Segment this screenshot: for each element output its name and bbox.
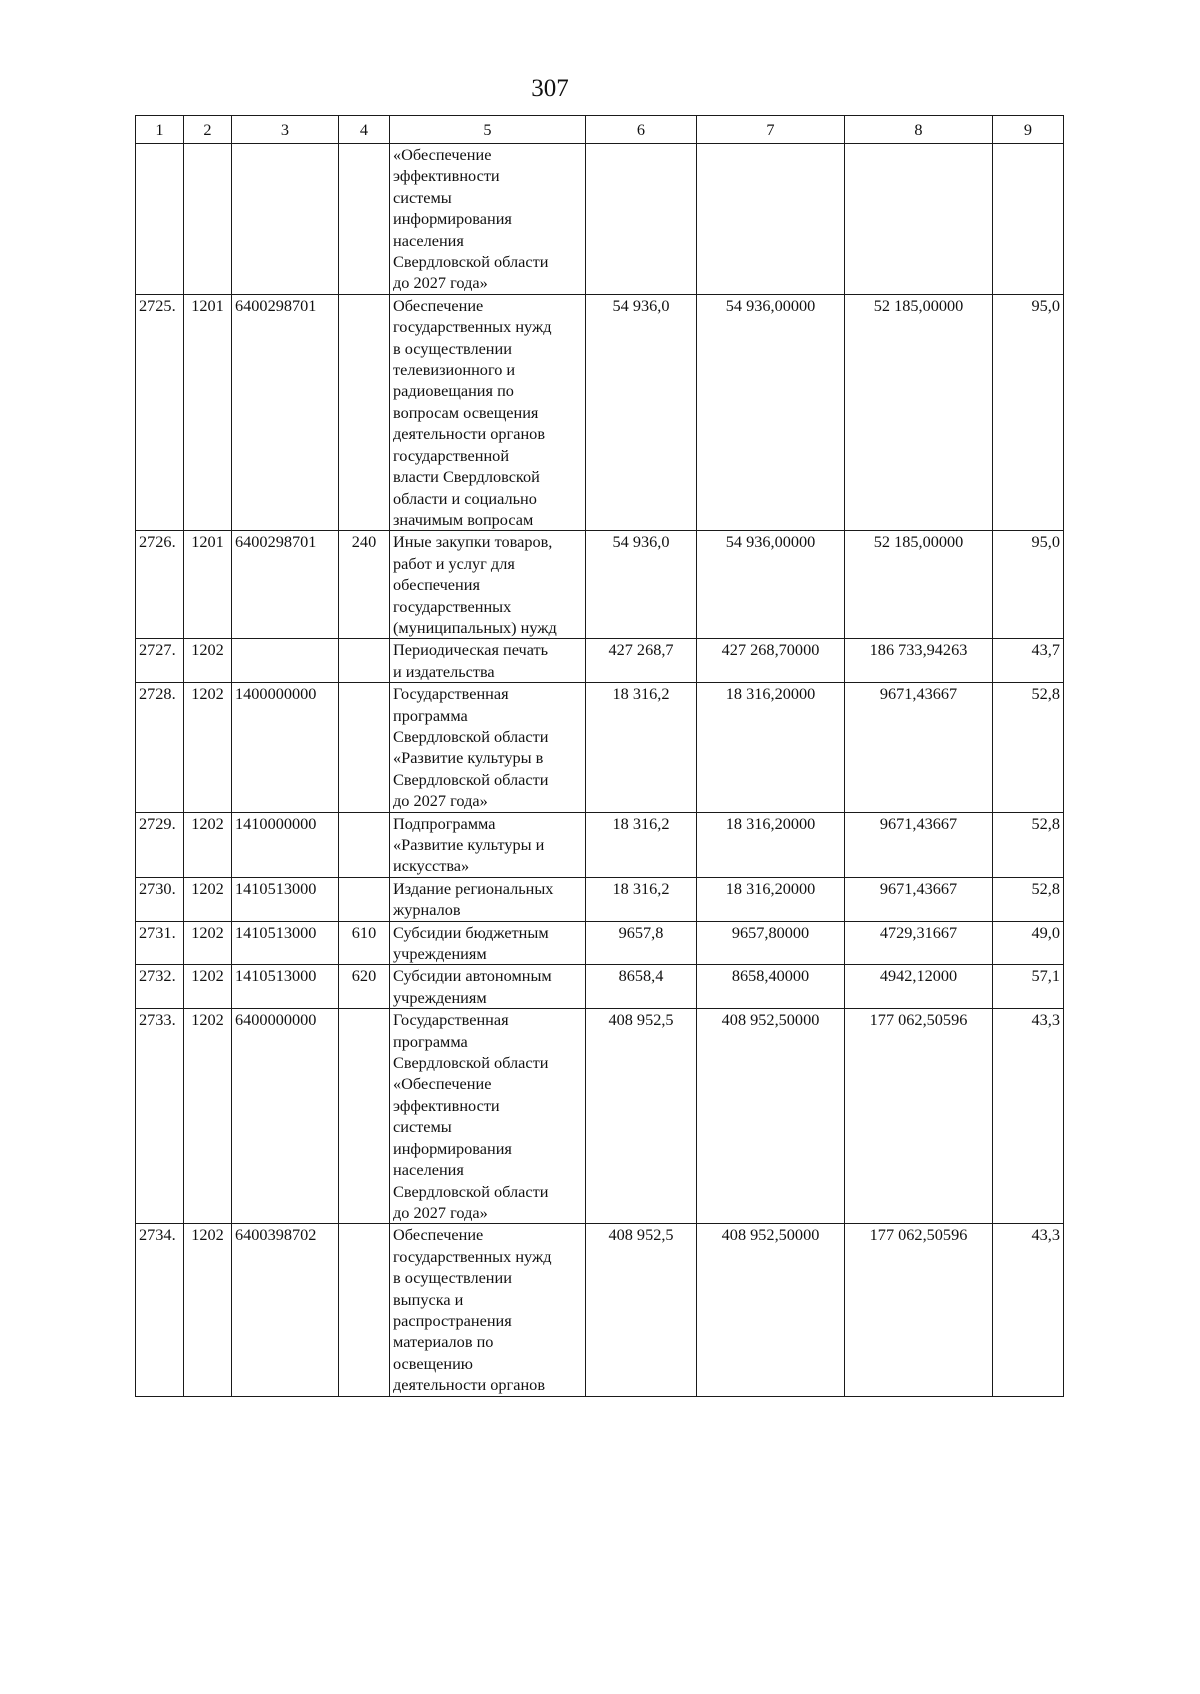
target-article-code-cell: 1410513000 [232,965,339,1009]
item-name-cell [390,812,586,877]
item-name-line: деятельности органов [393,1375,546,1395]
column-8-value-cell: 52 185,00000 [845,294,993,530]
item-name-line: в осуществлении [393,1268,512,1288]
target-article-code-cell: 6400398702 [232,1224,339,1396]
column-6-value-cell: 9657,8 [586,921,697,965]
item-name-line: «Обеспечение [393,145,492,164]
item-name-line: работ и услуг для [393,553,515,573]
column-9-percent-cell: 43,3 [993,1009,1064,1224]
table-row [136,921,1064,965]
column-8-value-cell: 177 062,50596 [845,1009,993,1224]
row-number-cell: 2733. [136,1009,184,1224]
column-9-percent-cell: 49,0 [993,921,1064,965]
row-number-cell: 2730. [136,877,184,921]
item-name-line: Периодическая печать [393,640,549,660]
item-name-cell [390,683,586,812]
column-7-value-cell: 18 316,20000 [697,812,845,877]
target-article-code-cell: 6400298701 [232,294,339,530]
item-name-line: радиовещания по [393,381,514,401]
target-article-code-cell [232,144,339,295]
column-8-value-cell [845,144,993,295]
item-name-line: государственной [393,445,510,465]
item-name-line: материалов по [393,1332,494,1352]
table-row [136,294,1064,530]
column-6-value-cell [586,144,697,295]
section-code-cell: 1201 [184,531,232,639]
section-code-cell: 1202 [184,921,232,965]
item-name-line: эффективности [393,1095,500,1115]
column-header-5: 5 [390,116,586,144]
item-name-cell [390,639,586,683]
page-number: 307 [531,75,569,102]
item-name-line: Субсидии автономным [393,966,552,986]
column-6-value-cell: 18 316,2 [586,877,697,921]
column-6-value-cell: 18 316,2 [586,683,697,812]
table-row [136,683,1064,812]
target-article-code-cell: 1410513000 [232,921,339,965]
table-row [136,1224,1064,1396]
item-name-line: Иные закупки товаров, [393,532,553,552]
table-row [136,812,1064,877]
section-code-cell: 1202 [184,639,232,683]
item-name-line: эффективности [393,166,500,186]
table-row [136,144,1064,295]
expense-type-cell [339,144,390,295]
item-name-cell [390,531,586,639]
column-header-6: 6 [586,116,697,144]
item-name-line: Субсидии бюджетным [393,922,549,942]
item-name-line: до 2027 года» [393,1202,488,1222]
item-name-line: Свердловской области [393,252,549,272]
column-9-percent-cell: 95,0 [993,294,1064,530]
item-name-line: деятельности органов [393,424,546,444]
column-header-7: 7 [697,116,845,144]
target-article-code-cell: 6400000000 [232,1009,339,1224]
item-name-cell [390,294,586,530]
row-number-cell: 2731. [136,921,184,965]
item-name-line: государственных нужд [393,317,552,337]
item-name-line: программа [393,1031,468,1051]
target-article-code-cell: 1400000000 [232,683,339,812]
column-6-value-cell: 408 952,5 [586,1009,697,1224]
column-6-value-cell: 18 316,2 [586,812,697,877]
section-code-cell: 1202 [184,1009,232,1224]
item-name-cell [390,877,586,921]
section-code-cell: 1202 [184,1224,232,1396]
column-header-2: 2 [184,116,232,144]
item-name-line: государственных нужд [393,1246,552,1266]
column-header-1: 1 [136,116,184,144]
budget-table [135,115,1064,1397]
item-name-line: значимым вопросам [393,509,534,529]
column-8-value-cell: 9671,43667 [845,683,993,812]
target-article-code-cell: 6400298701 [232,531,339,639]
section-code-cell: 1202 [184,877,232,921]
column-header-4: 4 [339,116,390,144]
item-name-line: обеспечения [393,575,480,595]
section-code-cell: 1202 [184,965,232,1009]
item-name-cell [390,921,586,965]
item-name-line: информирования [393,1138,512,1158]
item-name-line: системы [393,187,452,207]
section-code-cell: 1202 [184,812,232,877]
table-row [136,1009,1064,1224]
row-number-cell: 2725. [136,294,184,530]
column-7-value-cell: 9657,80000 [697,921,845,965]
expense-type-cell [339,1009,390,1224]
expense-type-cell: 240 [339,531,390,639]
column-8-value-cell: 9671,43667 [845,812,993,877]
column-6-value-cell: 54 936,0 [586,531,697,639]
expense-type-cell [339,877,390,921]
column-7-value-cell: 8658,40000 [697,965,845,1009]
expense-type-cell: 610 [339,921,390,965]
target-article-code-cell [232,639,339,683]
item-name-line: Подпрограмма [393,813,496,833]
column-9-percent-cell [993,144,1064,295]
row-number-cell: 2734. [136,1224,184,1396]
row-number-cell: 2728. [136,683,184,812]
item-name-line: «Обеспечение [393,1074,492,1094]
section-code-cell: 1202 [184,683,232,812]
item-name-line: освещению [393,1353,473,1373]
header-row [136,116,1064,144]
target-article-code-cell: 1410000000 [232,812,339,877]
column-6-value-cell: 54 936,0 [586,294,697,530]
column-8-value-cell: 4942,12000 [845,965,993,1009]
item-name-cell [390,1224,586,1396]
column-9-percent-cell: 43,7 [993,639,1064,683]
table-row [136,639,1064,683]
table-row [136,877,1064,921]
item-name-line: учреждениям [393,944,487,964]
row-number-cell: 2732. [136,965,184,1009]
row-number-cell: 2727. [136,639,184,683]
column-header-3: 3 [232,116,339,144]
item-name-line: распространения [393,1310,512,1330]
item-name-line: системы [393,1117,452,1137]
column-header-8: 8 [845,116,993,144]
target-article-code-cell: 1410513000 [232,877,339,921]
column-9-percent-cell: 43,3 [993,1224,1064,1396]
item-name-line: программа [393,705,468,725]
item-name-cell [390,144,586,295]
item-name-line: «Развитие культуры в [393,748,544,768]
column-7-value-cell: 408 952,50000 [697,1009,845,1224]
item-name-line: искусства» [393,856,470,876]
item-name-line: до 2027 года» [393,273,488,293]
item-name-line: Обеспечение [393,295,484,315]
column-9-percent-cell: 95,0 [993,531,1064,639]
item-name-line: телевизионного и [393,360,516,380]
table-body [136,144,1064,1397]
column-7-value-cell: 54 936,00000 [697,531,845,639]
item-name-line: Свердловской области [393,1181,549,1201]
expense-type-cell: 620 [339,965,390,1009]
item-name-line: и издательства [393,661,495,681]
column-7-value-cell: 18 316,20000 [697,683,845,812]
column-8-value-cell: 4729,31667 [845,921,993,965]
expense-type-cell [339,1224,390,1396]
item-name-line: Свердловской области [393,1053,549,1073]
item-name-line: (муниципальных) нужд [393,617,557,637]
item-name-line: учреждениям [393,987,487,1007]
column-6-value-cell: 408 952,5 [586,1224,697,1396]
item-name-line: населения [393,230,464,250]
row-number-cell: 2729. [136,812,184,877]
column-9-percent-cell: 52,8 [993,812,1064,877]
column-9-percent-cell: 57,1 [993,965,1064,1009]
item-name-line: Свердловской области [393,769,549,789]
column-7-value-cell: 18 316,20000 [697,877,845,921]
item-name-line: Обеспечение [393,1225,484,1245]
item-name-line: до 2027 года» [393,791,488,811]
column-7-value-cell [697,144,845,295]
column-header-9: 9 [993,116,1064,144]
section-code-cell [184,144,232,295]
item-name-cell [390,965,586,1009]
item-name-line: Государственная [393,1010,509,1030]
row-number-cell: 2726. [136,531,184,639]
column-8-value-cell: 9671,43667 [845,877,993,921]
item-name-line: населения [393,1160,464,1180]
column-7-value-cell: 408 952,50000 [697,1224,845,1396]
item-name-line: Свердловской области [393,726,549,746]
expense-type-cell [339,812,390,877]
item-name-line: государственных [393,596,512,616]
table-row [136,531,1064,639]
item-name-line: выпуска и [393,1289,464,1309]
item-name-line: власти Свердловской [393,467,540,487]
item-name-cell [390,1009,586,1224]
row-number-cell [136,144,184,295]
item-name-line: области и социально [393,488,537,508]
item-name-line: Издание региональных [393,878,554,898]
item-name-line: в осуществлении [393,338,512,358]
item-name-line: Государственная [393,684,509,704]
item-name-line: информирования [393,209,512,229]
column-8-value-cell: 52 185,00000 [845,531,993,639]
column-8-value-cell: 177 062,50596 [845,1224,993,1396]
column-7-value-cell: 54 936,00000 [697,294,845,530]
table-row [136,965,1064,1009]
column-6-value-cell: 427 268,7 [586,639,697,683]
column-8-value-cell: 186 733,94263 [845,639,993,683]
column-9-percent-cell: 52,8 [993,877,1064,921]
item-name-line: журналов [393,900,461,920]
column-7-value-cell: 427 268,70000 [697,639,845,683]
item-name-line: «Развитие культуры и [393,835,545,854]
column-9-percent-cell: 52,8 [993,683,1064,812]
expense-type-cell [339,294,390,530]
expense-type-cell [339,683,390,812]
item-name-line: вопросам освещения [393,402,539,422]
expense-type-cell [339,639,390,683]
column-6-value-cell: 8658,4 [586,965,697,1009]
section-code-cell: 1201 [184,294,232,530]
